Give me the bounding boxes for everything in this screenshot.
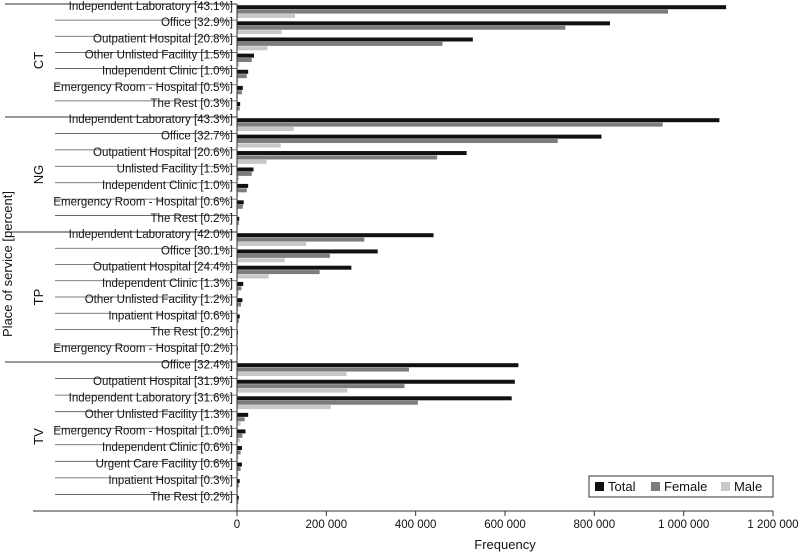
category-label: Outpatient Hospital [24.4%] [93, 261, 233, 274]
bar-total [237, 86, 243, 90]
bar-male [237, 143, 281, 147]
bar-male [237, 422, 241, 426]
bar-total [237, 463, 242, 467]
category-label: Independent Laboratory [43.1%] [68, 1, 233, 14]
category-label: The Rest [0.2%] [150, 326, 233, 339]
bar-male [237, 258, 285, 262]
bar-female [237, 270, 320, 274]
x-tick-label: 400 000 [394, 519, 437, 531]
bar-total [237, 446, 242, 450]
bar-female [237, 74, 247, 78]
bar-male [237, 46, 267, 50]
bar-total [237, 21, 610, 25]
bar-total [237, 413, 248, 417]
x-tick-label: 600 000 [484, 519, 526, 531]
category-label: Office [30.1%] [160, 245, 233, 258]
category-label: Independent Clinic [1.0%] [101, 65, 233, 78]
bar-male [237, 405, 331, 409]
category-label: Independent Laboratory [42.0%] [68, 229, 233, 242]
bar-female [237, 303, 241, 307]
bar-male [237, 389, 347, 393]
group-label: TV [31, 428, 46, 445]
legend-label-total: Total [608, 479, 636, 494]
bars [237, 5, 726, 508]
category-label: Inpatient Hospital [0.6%] [108, 310, 233, 323]
legend [589, 476, 773, 497]
category-label: Office [32.7%] [160, 130, 233, 143]
bar-male [237, 127, 294, 131]
bar-female [237, 139, 558, 143]
bar-total [237, 396, 512, 400]
bar-total [237, 233, 434, 237]
bar-total [237, 429, 245, 433]
category-label: The Rest [0.2%] [150, 491, 233, 504]
legend-label-male: Male [734, 479, 763, 494]
category-label: Emergency Room - Hospital [0.5%] [53, 81, 233, 94]
group-labels [31, 52, 46, 445]
category-label: Other Unlisted Facility [1.3%] [84, 408, 233, 421]
bar-female [237, 384, 405, 388]
bar-female [237, 238, 364, 242]
category-label: Independent Laboratory [43.3%] [68, 114, 233, 127]
category-label: Other Unlisted Facility [1.2%] [84, 294, 233, 307]
bar-female [237, 58, 252, 62]
bar-female [237, 254, 330, 258]
bar-female [237, 205, 243, 209]
bar-female [237, 286, 241, 290]
y-axis-title: Place of service [percent] [0, 191, 15, 337]
bar-total [237, 200, 244, 204]
category-label: Other Unlisted Facility [1.5%] [84, 49, 233, 62]
category-label: Office [32.9%] [160, 17, 233, 30]
bar-total [237, 54, 254, 58]
category-label: Independent Clinic [1.0%] [101, 179, 233, 192]
bar-female [237, 155, 437, 159]
x-tick-label: 200 000 [305, 519, 348, 531]
x-tick-label: 0 [233, 519, 241, 531]
bar-female [237, 417, 245, 421]
bar-total [237, 266, 351, 270]
bar-male [237, 242, 306, 246]
bar-female [237, 90, 242, 94]
x-tick-label: 1 200 000 [747, 519, 799, 531]
bar-total [237, 282, 243, 286]
category-label: Urgent Care Facility [0.6%] [95, 458, 233, 471]
category-label: The Rest [0.2%] [150, 212, 233, 225]
bar-female [237, 188, 247, 192]
bar-total [237, 380, 515, 384]
bar-male [237, 160, 266, 164]
x-ticks [237, 511, 773, 516]
category-label: Outpatient Hospital [31.9%] [93, 375, 233, 388]
category-label: Outpatient Hospital [20.8%] [93, 33, 233, 46]
x-tick-labels [234, 519, 799, 531]
bar-male [237, 30, 282, 34]
bar-total [237, 135, 601, 139]
group-label: NG [31, 164, 46, 185]
category-label: Independent Laboratory [31.6%] [68, 392, 233, 405]
bar-total [237, 363, 518, 367]
bar-total [237, 5, 726, 9]
category-label: Inpatient Hospital [0.3%] [108, 475, 233, 488]
category-label: Emergency Room - Hospital [1.0%] [53, 425, 233, 438]
bar-female [237, 42, 442, 46]
bar-total [237, 151, 467, 155]
bar-total [237, 249, 378, 253]
x-tick-label: 800 000 [573, 519, 616, 531]
category-label: Office [32.4%] [160, 359, 233, 372]
category-label: Independent Clinic [1.3%] [101, 277, 233, 290]
bar-male [237, 372, 346, 376]
legend-label-female: Female [664, 479, 708, 494]
group-label: TP [31, 288, 46, 306]
bar-female [237, 172, 252, 176]
legend-swatch-male [721, 482, 730, 491]
bar-total [237, 167, 254, 171]
category-label: Outpatient Hospital [20.6%] [93, 147, 233, 160]
category-label: Emergency Room - Hospital [0.6%] [53, 196, 233, 209]
bar-female [237, 368, 409, 372]
bar-female [237, 10, 668, 14]
bar-female [237, 467, 241, 471]
bar-total [237, 118, 719, 122]
bar-female [237, 450, 241, 454]
bar-total [237, 37, 473, 41]
bar-male [237, 14, 295, 18]
bar-female [237, 123, 663, 127]
category-labels [53, 1, 233, 504]
bar-total [237, 184, 248, 188]
x-tick-label: 1 000 000 [658, 519, 710, 531]
legend-swatch-female [651, 482, 660, 491]
bar-female [237, 401, 418, 405]
category-label: Independent Clinic [0.6%] [101, 442, 233, 455]
bar-male [237, 275, 269, 279]
bar-total [237, 70, 248, 74]
category-label: Emergency Room - Hospital [0.2%] [53, 342, 233, 355]
category-label: The Rest [0.3%] [150, 97, 233, 110]
x-axis-title: Frequency [474, 537, 536, 552]
group-label: CT [31, 51, 46, 70]
category-label: Unlisted Facility [1.5%] [116, 163, 233, 176]
bar-female [237, 434, 242, 438]
legend-swatch-total [595, 482, 604, 491]
bar-female [237, 26, 565, 30]
bar-total [237, 298, 242, 302]
